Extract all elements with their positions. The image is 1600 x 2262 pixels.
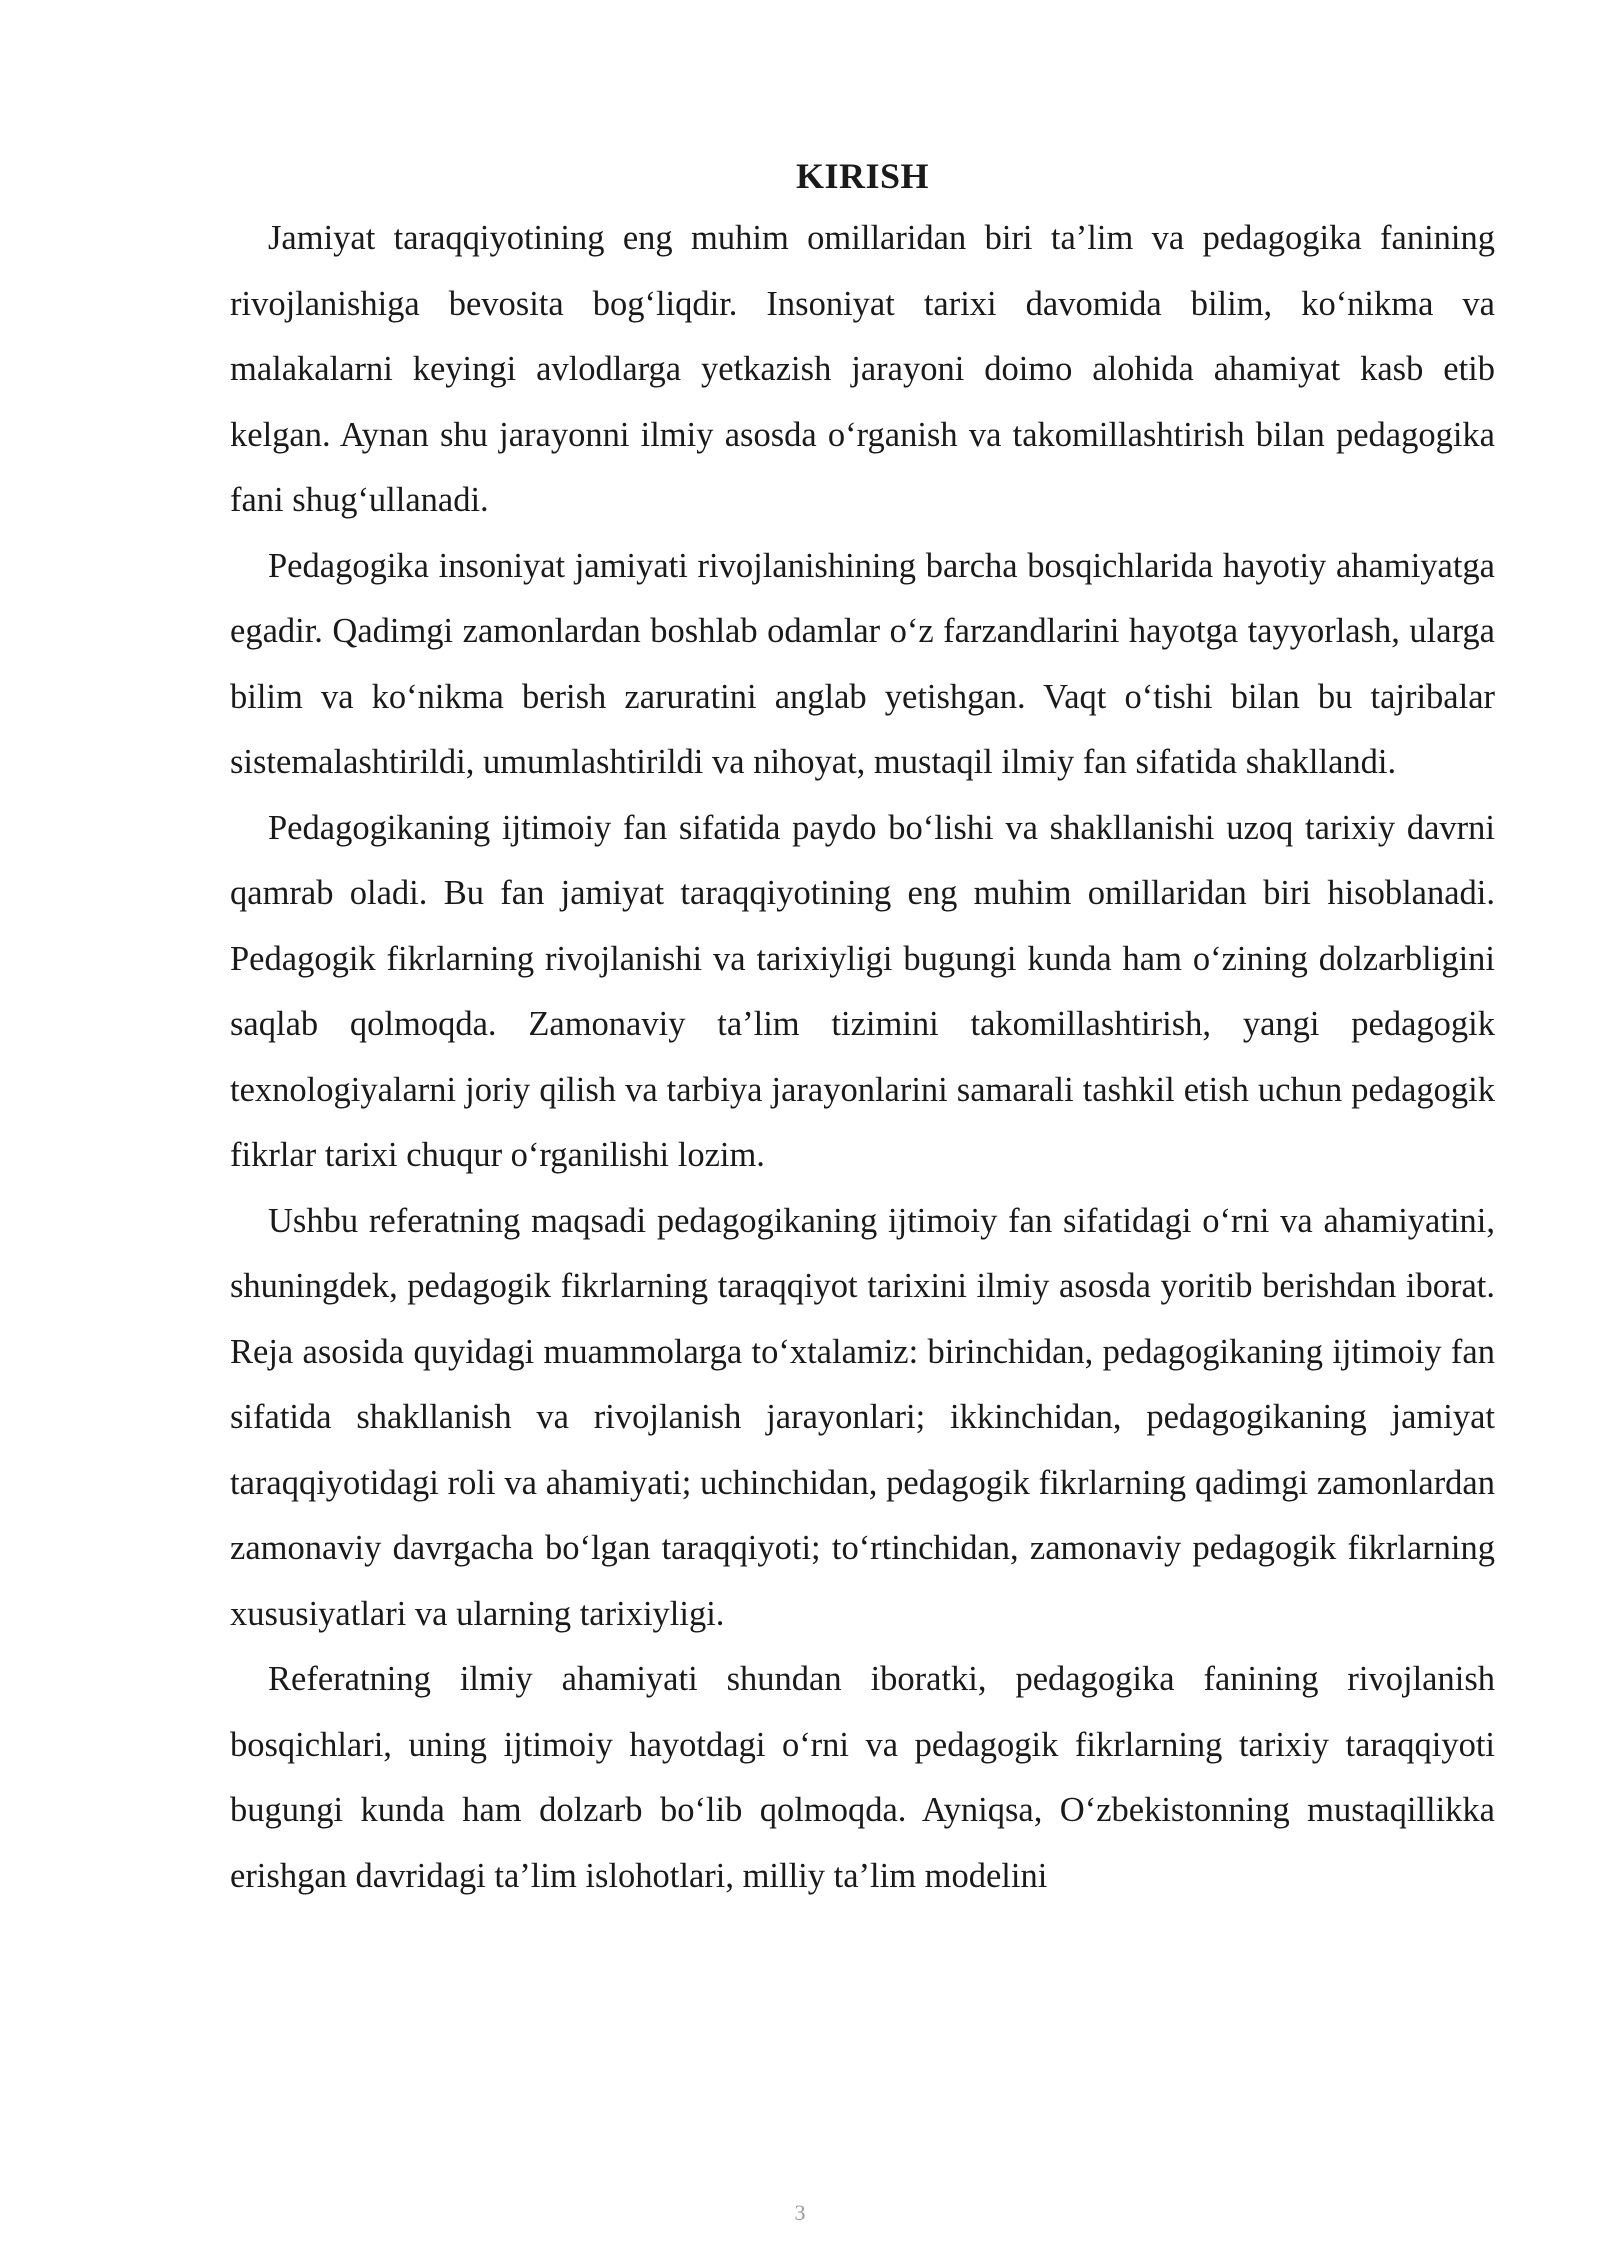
paragraph-pedagogy-history: Pedagogikaning ijtimoiy fan sifatida paydo bo‘lishi va shakllanishi uzoq tarixiy davrni qamrab oladi. Bu fan jamiyat taraqqiyotining eng muhim omillaridan biri hisoblanadi. Pedagogik fikrlarning rivojlanishi va tarixiyligi bugungi kunda ham o‘zining dolzarbligini saqlab qolmoqda. Zamonaviy ta’lim tizimini takomillashtirish, yangi pedagogik texnologiyalarni joriy qilish va tarbiya jarayonlarini samarali tashkil etish uchun pedagogik fikrlar tarixi chuqur o‘rganilishi lozim. — [230, 808, 1495, 1174]
paragraph-pedagogy-importance: Pedagogika insoniyat jamiyati rivojlanishining barcha bosqichlarida hayotiy ahamiyatga egadir. Qadimgi zamonlardan boshlab odamlar o‘z farzandlarini hayotga tayyorlash, ularga bilim va ko‘nikma berish zaruratini anglab yetishgan. Vaqt o‘tishi bilan bu tajribalar sistemalashtirildi, umumlashtirildi va nihoyat, mustaqil ilmiy fan sifatida shakllandi. — [230, 546, 1495, 781]
section-title: KIRISH — [795, 156, 930, 196]
page-content — [230, 150, 1495, 1909]
paragraph-referat-goal: Ushbu referatning maqsadi pedagogikaning ijtimoiy fan sifatidagi o‘rni va ahamiyatini, shuningdek, pedagogik fikrlarning taraqqiyot tarixini ilmiy asosda yoritib berishdan iborat. Reja asosida quyidagi muammolarga to‘xtalamiz: birinchidan, pedagogikaning ijtimoiy fan sifatida shakllanish va rivojlanish jarayonlari; ikkinchidan, pedagogikaning jamiyat taraqqiyotidagi roli va ahamiyati; uchinchidan, pedagogik fikrlarning qadimgi zamonlardan zamonaviy davrgacha bo‘lgan taraqqiyoti; to‘rtinchidan, zamonaviy pedagogik fikrlarning xususiyatlari va ularning tarixiyligi. — [230, 1201, 1495, 1633]
paragraph-intro: Jamiyat taraqqiyotining eng muhim omillaridan biri ta’lim va pedagogika fanining rivojlanishiga bevosita bog‘liqdir. Insoniyat tarixi davomida bilim, ko‘nikma va malakalarni keyingi avlodlarga yetkazish jarayoni doimo alohida ahamiyat kasb etib kelgan. Aynan shu jarayonni ilmiy asosda o‘rganish va takomillashtirish bilan pedagogika fani shug‘ullanadi. — [230, 219, 1495, 519]
paragraph-scientific-significance: Referatning ilmiy ahamiyati shundan iboratki, pedagogika fanining rivojlanish bosqichlari, uning ijtimoiy hayotdagi o‘rni va pedagogik fikrlarning tarixiy taraqqiyoti bugungi kunda ham dolzarb bo‘lib qolmoqda. Ayniqsa, O‘zbekistonning mustaqillikka erishgan davridagi ta’lim islohotlari, milliy ta’lim modelini — [230, 1660, 1495, 1895]
page-number: 3 — [794, 2200, 806, 2225]
